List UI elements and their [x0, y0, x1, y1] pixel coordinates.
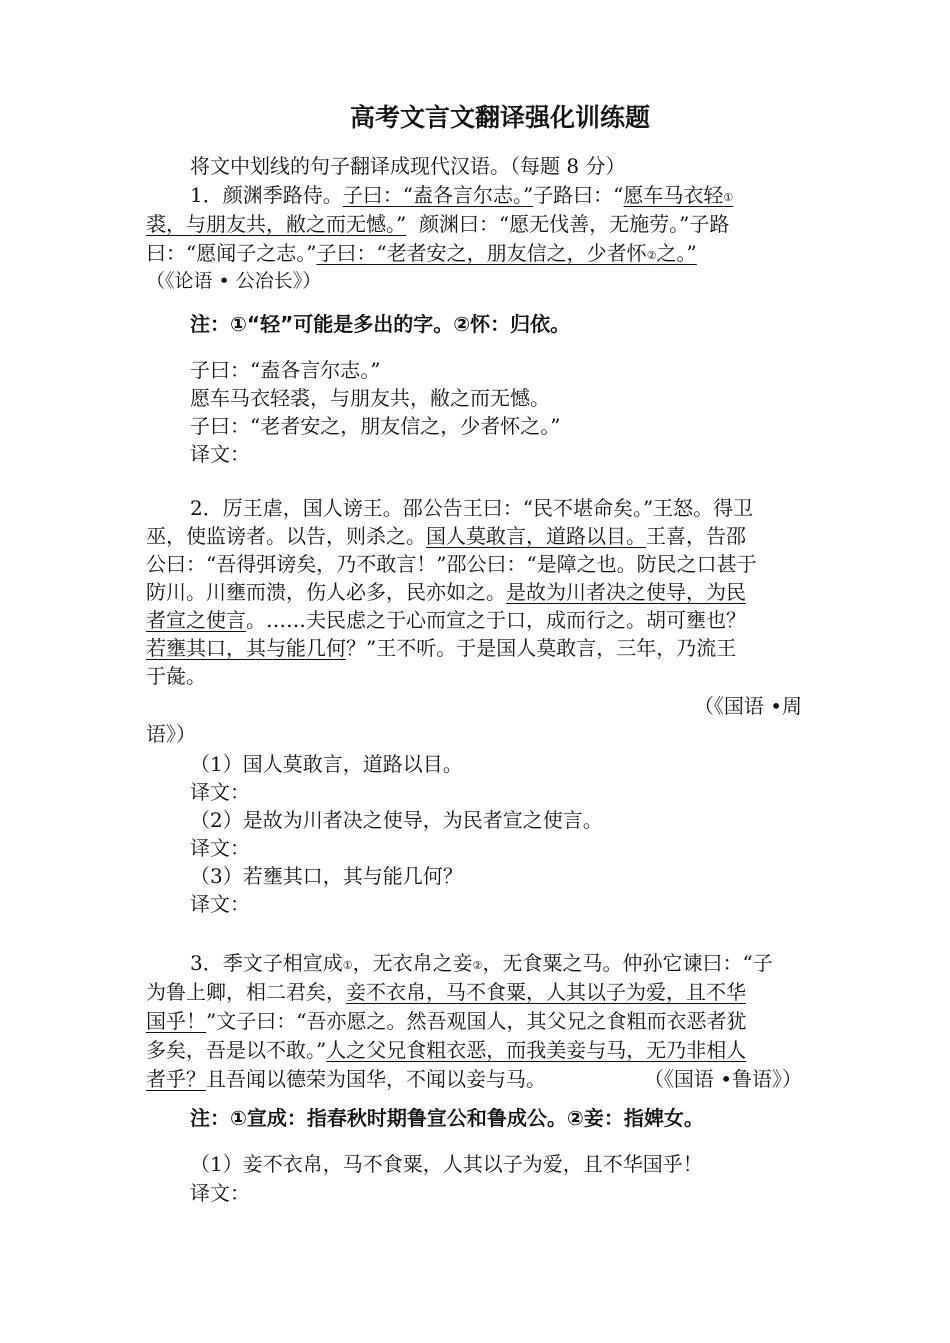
underlined-sentence: 人之父兄食粗衣恶，而我美妾与马，无乃非相人	[326, 1038, 747, 1062]
q1-item-2: 愿车马衣轻裘，与朋友共，敝之而无憾。	[190, 386, 550, 410]
q2-source: （《国语 •周	[693, 694, 802, 718]
underlined-sentence: 妾不衣帛，马不食粟，人其以子为爱，且不华	[346, 980, 746, 1004]
q3-passage-line-5: 者乎？且吾闻以德荣为国华，不闻以妾与马。	[146, 1067, 546, 1091]
q1-note: 注：①“轻”可能是多出的字。②怀：归依。	[190, 312, 571, 336]
q1-item-3: 子曰：“老者安之，朋友信之，少者怀之。”	[190, 414, 561, 438]
underlined-sentence: 裘，与朋友共，敝之而无憾。”	[146, 212, 407, 236]
underlined-sentence: 子曰：“老者安之，朋友信之，少者怀②之。”	[316, 241, 697, 265]
underlined-sentence: 子曰：“盍各言尔志。”	[342, 183, 534, 207]
underlined-sentence: 者宣之使言	[146, 608, 246, 632]
q2-translation-label-1: 译文：	[190, 780, 250, 804]
underlined-sentence: 者乎？	[146, 1067, 206, 1091]
q3-note: 注：①宣成：指春秋时期鲁宣公和鲁成公。②妾：指婢女。	[190, 1106, 704, 1130]
underlined-sentence: 愿车马衣轻①	[623, 183, 734, 207]
underlined-sentence: 是故为川者决之使导，为民	[506, 580, 746, 604]
q1-translation-label: 译文：	[190, 442, 250, 466]
underlined-sentence: 国人莫敢言，道路以目。	[426, 524, 646, 548]
underlined-sentence: 国乎！	[146, 1009, 206, 1033]
page-title: 高考文言文翻译强化训练题	[349, 103, 650, 132]
q2-passage-line-7: 于彘。	[146, 664, 206, 688]
q3-passage-line-4: 多矣，吾是以不敢。”人之父兄食粗衣恶，而我美妾与马，无乃非相人	[146, 1038, 747, 1062]
q3-passage-line-3: 国乎！”文子曰：“吾亦愿之。然吾观国人，其父兄之食粗而衣恶者犹	[146, 1009, 747, 1033]
q2-passage-line-5: 者宣之使言。……夫民虑之于心而宣之于口，成而行之。胡可壅也？	[146, 608, 746, 632]
underlined-sentence: 若壅其口，其与能几何	[146, 636, 346, 660]
q2-item-3: （3）若壅其口，其与能几何？	[190, 864, 463, 888]
q2-translation-label-3: 译文：	[190, 892, 250, 916]
q2-source-cont: 语》）	[146, 722, 196, 746]
q2-item-2: （2）是故为川者决之使导，为民者宣之使言。	[190, 808, 603, 832]
q2-passage-line-2: 巫，使监谤者。以告，则杀之。国人莫敢言，道路以目。王喜，告邵	[146, 524, 746, 548]
instructions: 将文中划线的句子翻译成现代汉语。（每题 8 分）	[190, 154, 626, 178]
q3-translation-label: 译文：	[190, 1181, 250, 1205]
q3-item-1: （1）妾不衣帛，马不食粟，人其以子为爱，且不华国乎！	[190, 1152, 703, 1176]
q1-source: （《论语 • 公冶长》）	[146, 270, 322, 292]
q3-passage-line-1: 3．季文子相宣成①，无衣帛之妾②，无食粟之马。仲孙它谏曰：“子	[190, 951, 773, 975]
q1-passage-line-1: 1．颜渊季路侍。子曰：“盍各言尔志。”子路曰：“愿车马衣轻①	[190, 183, 734, 207]
q1-passage-line-2: 裘，与朋友共，敝之而无憾。” 颜渊曰：“愿无伐善，无施劳。”子路	[146, 212, 730, 236]
q3-source: （《国语 •鲁语》）	[643, 1067, 802, 1091]
q1-item-1: 子曰：“盍各言尔志。”	[190, 358, 381, 382]
q2-item-1: （1）国人莫敢言，道路以目。	[190, 752, 463, 776]
q3-passage-line-2: 为鲁上卿，相二君矣，妾不衣帛，马不食粟，人其以子为爱，且不华	[146, 980, 746, 1004]
q2-passage-line-1: 2．厉王虐，国人谤王。邵公告王曰：“民不堪命矣。”王怒。得卫	[190, 496, 754, 520]
q2-passage-line-3: 公曰：“吾得弭谤矣，乃不敢言！”邵公曰：“是障之也。防民之口甚于	[146, 552, 757, 576]
q2-translation-label-2: 译文：	[190, 836, 250, 860]
q1-passage-line-3: 曰：“愿闻子之志。”子曰：“老者安之，朋友信之，少者怀②之。”	[146, 241, 697, 265]
q2-passage-line-6: 若壅其口，其与能几何？”王不听。于是国人莫敢言，三年，乃流王	[146, 636, 737, 660]
q2-passage-line-4: 防川。川壅而溃，伤人必多，民亦如之。是故为川者决之使导，为民	[146, 580, 746, 604]
